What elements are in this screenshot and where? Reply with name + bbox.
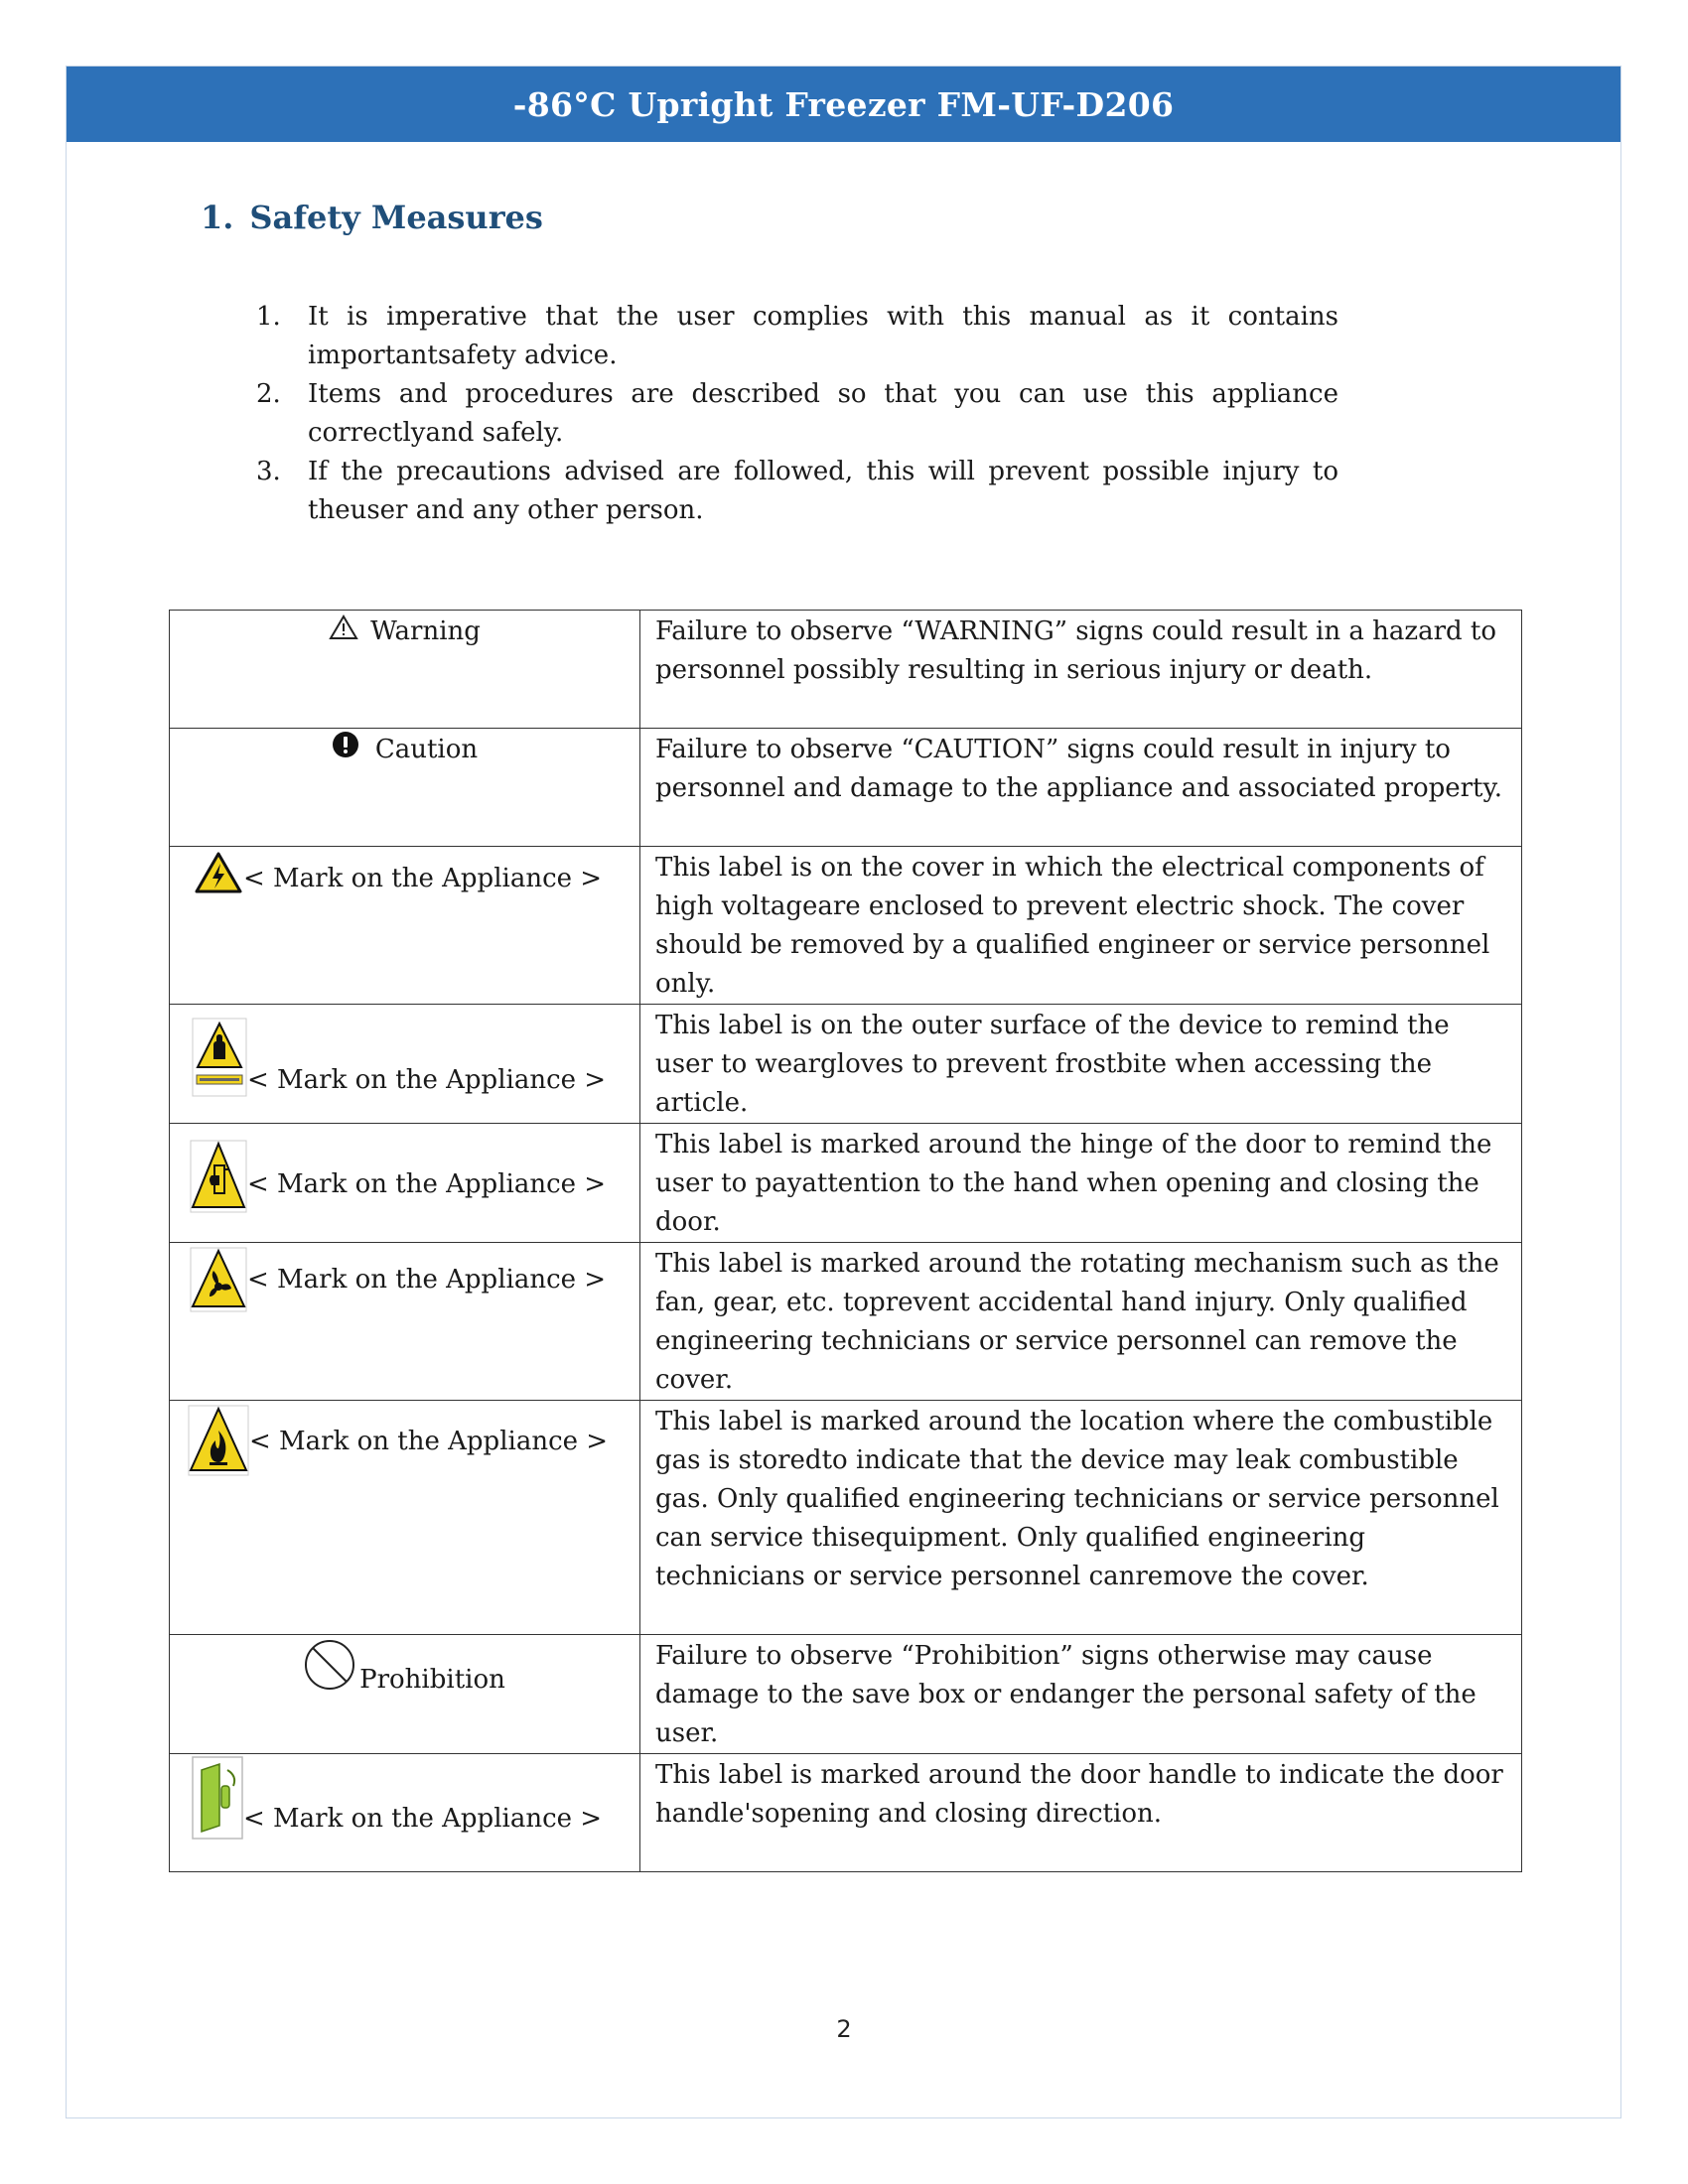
list-item-text: Items and procedures are described so that you can use this appliance correctlyand safely.: [308, 379, 1338, 448]
symbol-cell: [170, 1124, 640, 1243]
table-row: [170, 1635, 1522, 1754]
warning-triangle-icon: [329, 614, 358, 652]
prohibition-icon: [304, 1639, 355, 1703]
safety-symbols-table: [169, 610, 1522, 1872]
description-cell: This label is marked around the door handle to indicate the door handle'sopening and closing direction.: [640, 1754, 1522, 1872]
table-row: [170, 847, 1522, 1005]
hand-pinch-hinge-icon: [190, 1140, 247, 1225]
page-number: 2: [836, 2015, 852, 2043]
symbol-label: Caution: [374, 735, 479, 764]
description-cell: Failure to observe “CAUTION” signs could result in injury to personnel and damage to the appliance and associated property.: [640, 729, 1522, 847]
flammable-gas-icon: [188, 1405, 249, 1488]
section-title: Safety Measures: [249, 199, 543, 236]
document-title: -86°C Upright Freezer FM-UF-D206: [512, 84, 1175, 124]
symbol-label: < Mark on the Appliance >: [247, 1169, 607, 1199]
symbol-label: Prohibition: [359, 1665, 505, 1695]
caution-exclamation-icon: [332, 731, 359, 770]
symbol-cell: [170, 611, 640, 729]
high-voltage-icon: [194, 851, 243, 906]
description-cell: This label is marked around the location where the combustible gas is storedto indicate that the device may leak combustible gas. Only qualified engineering technicians or service personnel can service thisequipment. Only qualified engineering technicians or service personnel canremove the cover.: [640, 1401, 1522, 1635]
table-row: [170, 611, 1522, 729]
symbol-label: < Mark on the Appliance >: [249, 1427, 609, 1456]
table-row: [170, 1005, 1522, 1124]
section-heading: [201, 199, 543, 236]
table-row: [170, 1754, 1522, 1872]
symbol-cell: [170, 1754, 640, 1872]
list-marker: 3.: [256, 457, 281, 486]
table-row: [170, 729, 1522, 847]
intro-list-item: [256, 375, 1338, 453]
section-number: 1.: [201, 199, 234, 236]
description-cell: Failure to observe “Prohibition” signs otherwise may cause damage to the save box or endanger the personal safety of the user.: [640, 1635, 1522, 1754]
door-handle-direction-icon: [192, 1756, 243, 1851]
list-marker: 2.: [256, 379, 281, 409]
list-item-text: If the precautions advised are followed, this will prevent possible injury to theuser and any other person.: [308, 457, 1338, 525]
rotating-fan-hand-icon: [190, 1247, 247, 1324]
wear-gloves-icon: [192, 1018, 247, 1109]
symbol-label: Warning: [370, 616, 481, 646]
symbol-label: < Mark on the Appliance >: [247, 1265, 607, 1295]
list-marker: 1.: [256, 302, 281, 332]
symbol-label: < Mark on the Appliance >: [243, 863, 603, 893]
symbol-label: < Mark on the Appliance >: [247, 1065, 607, 1095]
description-cell: This label is on the outer surface of the device to remind the user to weargloves to prevent frostbite when accessing the article.: [640, 1005, 1522, 1124]
symbol-cell: [170, 847, 640, 1005]
symbol-cell: [170, 1243, 640, 1401]
table-row: [170, 1124, 1522, 1243]
intro-list: [256, 298, 1338, 530]
description-cell: Failure to observe “WARNING” signs could result in a hazard to personnel possibly resulting in serious injury or death.: [640, 611, 1522, 729]
symbol-cell: [170, 1635, 640, 1754]
symbol-cell: [170, 1401, 640, 1635]
description-cell: This label is marked around the hinge of the door to remind the user to payattention to the hand when opening and closing the door.: [640, 1124, 1522, 1243]
description-cell: This label is marked around the rotating mechanism such as the fan, gear, etc. toprevent accidental hand injury. Only qualified engineering technicians or service personnel can remove the cover.: [640, 1243, 1522, 1401]
symbol-cell: [170, 1005, 640, 1124]
description-cell: This label is on the cover in which the electrical components of high voltageare enclosed to prevent electric shock. The cover should be removed by a qualified engineer or service personnel only.: [640, 847, 1522, 1005]
intro-list-item: [256, 453, 1338, 530]
symbol-label: < Mark on the Appliance >: [243, 1804, 603, 1834]
symbol-cell: [170, 729, 640, 847]
table-row: [170, 1401, 1522, 1635]
list-item-text: It is imperative that the user complies with this manual as it contains importantsafety advice.: [308, 302, 1338, 370]
document-header: [67, 67, 1620, 142]
intro-list-item: [256, 298, 1338, 375]
table-row: [170, 1243, 1522, 1401]
